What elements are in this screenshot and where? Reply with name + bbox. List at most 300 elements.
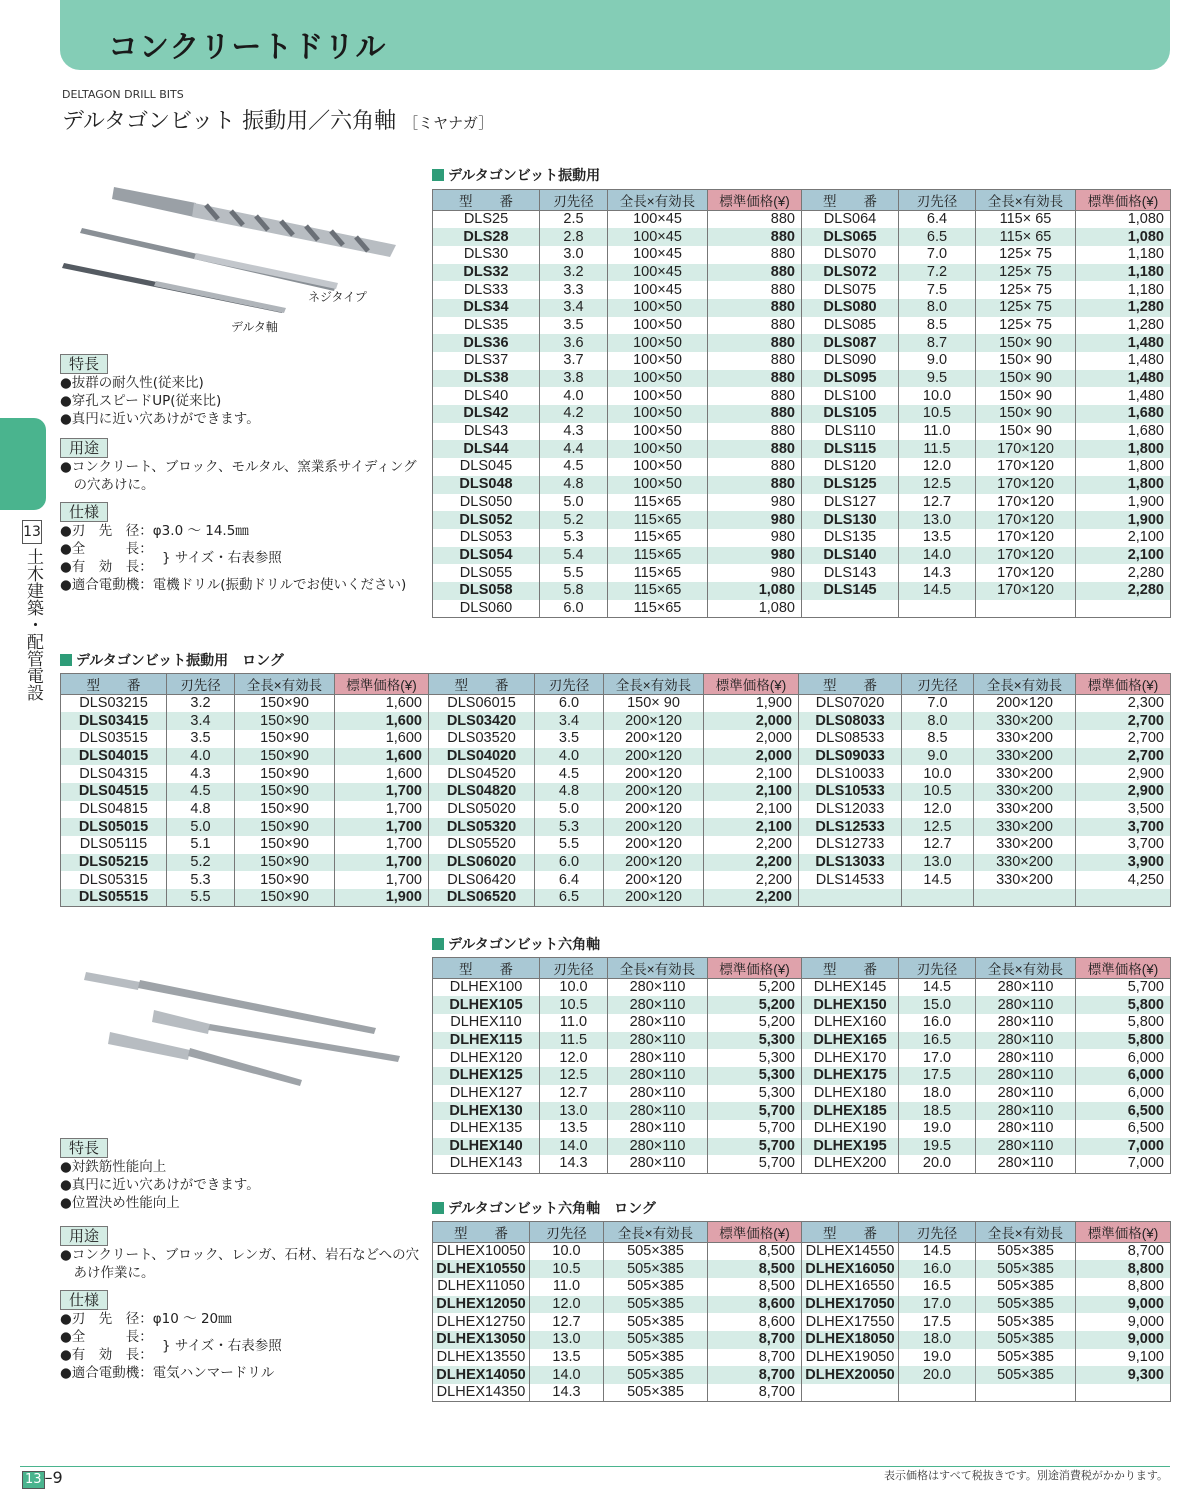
model-cell: DLHEX17050 xyxy=(802,1296,899,1314)
price-cell: 1,700 xyxy=(335,801,429,819)
price-cell: 880 xyxy=(708,405,802,423)
tip-diameter-cell: 4.5 xyxy=(540,458,608,476)
model-cell: DLS045 xyxy=(433,458,540,476)
feature-item: ●真円に近い穴あけができます。 xyxy=(60,411,260,427)
tip-diameter-cell: 13.0 xyxy=(899,511,976,529)
length-cell: 280×110 xyxy=(976,1032,1076,1050)
table-row xyxy=(433,1313,1171,1331)
price-cell: 880 xyxy=(708,264,802,282)
tip-diameter-cell: 15.0 xyxy=(899,996,976,1014)
price-cell: 5,700 xyxy=(708,1138,802,1156)
length-cell: 280×110 xyxy=(608,1085,708,1103)
length-cell: 170×120 xyxy=(976,494,1076,512)
model-cell: DLHEX14550 xyxy=(802,1243,899,1261)
section-marker-icon xyxy=(432,1202,444,1214)
tip-diameter-cell: 12.7 xyxy=(902,836,974,854)
tip-diameter-cell: 3.5 xyxy=(540,317,608,335)
length-cell: 100×50 xyxy=(608,476,708,494)
price-cell: 880 xyxy=(708,317,802,335)
table-row xyxy=(433,1138,1171,1156)
length-cell: 200×120 xyxy=(604,730,704,748)
length-cell: 200×120 xyxy=(604,889,704,907)
length-cell: 115×65 xyxy=(608,494,708,512)
length-cell: 280×110 xyxy=(976,1155,1076,1173)
tip-diameter-cell: 8.7 xyxy=(899,334,976,352)
features-heading: 特長 xyxy=(60,1138,108,1158)
table-row xyxy=(433,529,1171,547)
section-title-hex-long: デルタゴンビット六角軸 ロング xyxy=(432,1198,656,1218)
price-cell: 2,000 xyxy=(704,748,799,766)
model-cell: DLS05020 xyxy=(429,801,535,819)
length-cell: 505×385 xyxy=(976,1296,1076,1314)
length-cell: 115×65 xyxy=(608,564,708,582)
model-cell: DLS05520 xyxy=(429,836,535,854)
tip-diameter-cell: 5.2 xyxy=(540,511,608,529)
tip-diameter-cell: 5.3 xyxy=(540,529,608,547)
length-cell: 505×385 xyxy=(604,1243,708,1261)
price-cell: 2,200 xyxy=(704,854,799,872)
tip-diameter-cell: 4.8 xyxy=(167,801,235,819)
tip-diameter-cell xyxy=(902,889,974,907)
length-cell: 150×90 xyxy=(235,889,335,907)
model-cell: DLS085 xyxy=(802,317,899,335)
length-cell: 280×110 xyxy=(976,1120,1076,1138)
price-cell: 1,700 xyxy=(335,836,429,854)
tip-diameter-cell: 8.0 xyxy=(902,712,974,730)
length-cell xyxy=(976,600,1076,618)
price-cell: 3,900 xyxy=(1076,854,1171,872)
price-cell: 880 xyxy=(708,387,802,405)
length-cell: 150×90 xyxy=(235,748,335,766)
length-cell: 115×65 xyxy=(608,529,708,547)
tip-diameter-cell: 5.0 xyxy=(535,801,604,819)
spec-total-length: ●全 長： xyxy=(60,541,153,557)
price-cell: 9,300 xyxy=(1076,1366,1171,1384)
spec-compatible-tool: ●適合電動機：電気ハンマードリル xyxy=(60,1365,275,1381)
table-row xyxy=(61,889,1171,907)
table-row xyxy=(433,564,1171,582)
tip-diameter-cell: 12.0 xyxy=(899,458,976,476)
label-delta-shank: デルタ軸 xyxy=(231,320,278,334)
length-cell: 100×50 xyxy=(608,458,708,476)
price-cell: 1,700 xyxy=(335,818,429,836)
tip-diameter-cell: 5.1 xyxy=(167,836,235,854)
table-row xyxy=(433,281,1171,299)
tip-diameter-cell: 7.2 xyxy=(899,264,976,282)
price-cell: 5,700 xyxy=(708,1155,802,1173)
length-cell: 200×120 xyxy=(974,695,1076,713)
price-cell: 2,280 xyxy=(1076,582,1171,600)
length-cell: 170×120 xyxy=(976,458,1076,476)
use-item: ●コンクリート、ブロック、レンガ、石材、岩石などへの穴 xyxy=(60,1247,420,1263)
tip-diameter-cell: 3.7 xyxy=(540,352,608,370)
price-cell: 2,700 xyxy=(1076,748,1171,766)
price-cell: 2,000 xyxy=(704,712,799,730)
length-cell: 200×120 xyxy=(604,854,704,872)
model-cell: DLHEX185 xyxy=(802,1102,899,1120)
model-cell: DLS100 xyxy=(802,387,899,405)
price-cell: 1,900 xyxy=(1076,511,1171,529)
table-row xyxy=(433,1296,1171,1314)
price-cell: 880 xyxy=(708,211,802,229)
model-cell: DLS075 xyxy=(802,281,899,299)
length-cell: 505×385 xyxy=(976,1313,1076,1331)
tip-diameter-cell: 5.5 xyxy=(540,564,608,582)
model-cell: DLS120 xyxy=(802,458,899,476)
model-cell: DLHEX10050 xyxy=(433,1243,530,1261)
tip-diameter-cell: 6.0 xyxy=(535,695,604,713)
price-cell: 880 xyxy=(708,370,802,388)
price-cell: 1,700 xyxy=(335,854,429,872)
price-cell: 1,800 xyxy=(1076,476,1171,494)
length-cell: 115×65 xyxy=(608,600,708,618)
length-cell: 330×200 xyxy=(974,748,1076,766)
table-row xyxy=(433,246,1171,264)
model-cell: DLS08533 xyxy=(799,730,902,748)
spec-compatible-tool: ●適合電動機：電機ドリル(振動ドリルでお使いください) xyxy=(60,577,407,593)
price-cell: 1,080 xyxy=(1076,228,1171,246)
tip-diameter-cell: 11.0 xyxy=(899,423,976,441)
tip-diameter-cell: 14.5 xyxy=(902,871,974,889)
section-title-vibration-long: デルタゴンビット振動用 ロング xyxy=(60,650,284,670)
length-cell: 330×200 xyxy=(974,801,1076,819)
model-cell: DLHEX175 xyxy=(802,1067,899,1085)
length-cell: 150× 90 xyxy=(976,405,1076,423)
length-cell: 280×110 xyxy=(976,1085,1076,1103)
length-cell: 505×385 xyxy=(976,1260,1076,1278)
table-row xyxy=(433,476,1171,494)
model-cell: DLS06015 xyxy=(429,695,535,713)
section-title-hex: デルタゴンビット六角軸 xyxy=(432,934,600,954)
model-cell: DLHEX150 xyxy=(802,996,899,1014)
model-cell: DLHEX14350 xyxy=(433,1384,530,1402)
tip-diameter-cell: 19.5 xyxy=(899,1138,976,1156)
tip-diameter-cell: 3.5 xyxy=(167,730,235,748)
model-cell: DLHEX16550 xyxy=(802,1278,899,1296)
table-row xyxy=(61,801,1171,819)
length-cell: 505×385 xyxy=(604,1384,708,1402)
length-cell: 505×385 xyxy=(976,1243,1076,1261)
model-cell: DLS090 xyxy=(802,352,899,370)
price-cell: 2,100 xyxy=(704,818,799,836)
length-cell: 280×110 xyxy=(976,1067,1076,1085)
length-cell: 505×385 xyxy=(604,1296,708,1314)
length-cell: 170×120 xyxy=(976,582,1076,600)
table-row xyxy=(61,712,1171,730)
price-cell: 6,500 xyxy=(1076,1102,1171,1120)
model-cell: DLS072 xyxy=(802,264,899,282)
table-row xyxy=(433,1366,1171,1384)
price-cell: 1,600 xyxy=(335,712,429,730)
tip-diameter-cell: 7.0 xyxy=(899,246,976,264)
tip-diameter-cell: 5.5 xyxy=(535,836,604,854)
feature-item: ●真円に近い穴あけができます。 xyxy=(60,1177,260,1193)
model-cell: DLHEX11050 xyxy=(433,1278,530,1296)
model-cell: DLS052 xyxy=(433,511,540,529)
feature-item: ●位置決め性能向上 xyxy=(60,1195,180,1211)
price-cell: 2,900 xyxy=(1076,765,1171,783)
tip-diameter-cell: 3.8 xyxy=(540,370,608,388)
tip-diameter-cell: 4.0 xyxy=(535,748,604,766)
tip-diameter-cell: 14.0 xyxy=(540,1138,608,1156)
model-cell: DLHEX190 xyxy=(802,1120,899,1138)
table-row xyxy=(433,1155,1171,1173)
price-cell: 1,800 xyxy=(1076,440,1171,458)
model-cell: DLHEX100 xyxy=(433,979,540,997)
price-cell: 1,700 xyxy=(335,783,429,801)
price-cell: 5,700 xyxy=(708,1102,802,1120)
tip-diameter-cell: 6.4 xyxy=(535,871,604,889)
length-cell: 280×110 xyxy=(976,979,1076,997)
model-cell: DLS080 xyxy=(802,299,899,317)
model-cell: DLHEX160 xyxy=(802,1014,899,1032)
tip-diameter-cell: 4.3 xyxy=(167,765,235,783)
table-row xyxy=(433,1349,1171,1367)
length-cell: 200×120 xyxy=(604,748,704,766)
price-cell: 2,100 xyxy=(704,801,799,819)
price-cell: 2,100 xyxy=(704,783,799,801)
length-cell xyxy=(974,889,1076,907)
length-cell: 100×50 xyxy=(608,334,708,352)
table-row xyxy=(433,1085,1171,1103)
drill-bit-image-vibration xyxy=(56,175,406,340)
table-row xyxy=(433,228,1171,246)
model-cell: DLS105 xyxy=(802,405,899,423)
tip-diameter-cell: 10.5 xyxy=(530,1260,604,1278)
price-cell: 1,480 xyxy=(1076,387,1171,405)
length-cell: 115× 65 xyxy=(976,228,1076,246)
maker-name: ［ミヤナガ］ xyxy=(403,114,494,132)
tip-diameter-cell: 13.5 xyxy=(540,1120,608,1138)
price-cell: 2,100 xyxy=(1076,547,1171,565)
tip-diameter-cell: 10.5 xyxy=(902,783,974,801)
price-cell: 880 xyxy=(708,352,802,370)
price-cell: 9,000 xyxy=(1076,1296,1171,1314)
table-row xyxy=(433,1260,1171,1278)
length-cell: 150×90 xyxy=(235,871,335,889)
model-cell: DLHEX20050 xyxy=(802,1366,899,1384)
tip-diameter-cell: 17.0 xyxy=(899,1049,976,1067)
price-cell: 8,800 xyxy=(1076,1278,1171,1296)
table-row xyxy=(433,423,1171,441)
length-cell: 280×110 xyxy=(976,996,1076,1014)
model-cell: DLS06420 xyxy=(429,871,535,889)
price-cell: 8,700 xyxy=(708,1384,802,1402)
tip-diameter-cell: 12.5 xyxy=(902,818,974,836)
tip-diameter-cell: 17.5 xyxy=(899,1313,976,1331)
tip-diameter-cell: 5.5 xyxy=(167,889,235,907)
table-row xyxy=(61,730,1171,748)
model-cell: DLS07020 xyxy=(799,695,902,713)
tip-diameter-cell: 8.0 xyxy=(899,299,976,317)
table-row xyxy=(61,783,1171,801)
length-cell: 150× 90 xyxy=(604,695,704,713)
model-cell: DLS070 xyxy=(802,246,899,264)
length-cell: 170×120 xyxy=(976,547,1076,565)
price-cell: 5,300 xyxy=(708,1067,802,1085)
tip-diameter-cell: 4.0 xyxy=(540,387,608,405)
chapter-label: 土木建築・配管電設 xyxy=(23,548,43,701)
price-cell: 6,000 xyxy=(1076,1049,1171,1067)
model-cell: DLHEX130 xyxy=(433,1102,540,1120)
price-cell: 2,900 xyxy=(1076,783,1171,801)
length-cell: 505×385 xyxy=(604,1349,708,1367)
length-cell: 150× 90 xyxy=(976,370,1076,388)
spec-heading: 仕様 xyxy=(60,1290,108,1310)
model-cell: DLS04515 xyxy=(61,783,167,801)
length-cell: 330×200 xyxy=(974,765,1076,783)
model-cell: DLS04315 xyxy=(61,765,167,783)
table-row xyxy=(433,511,1171,529)
length-cell: 100×45 xyxy=(608,228,708,246)
length-cell: 150×90 xyxy=(235,765,335,783)
model-cell: DLS125 xyxy=(802,476,899,494)
table-row xyxy=(433,996,1171,1014)
price-cell: 7,000 xyxy=(1076,1155,1171,1173)
length-cell: 505×385 xyxy=(976,1278,1076,1296)
price-cell: 880 xyxy=(708,246,802,264)
tip-diameter-cell: 3.3 xyxy=(540,281,608,299)
table-row xyxy=(433,1049,1171,1067)
table-header-row: 型 番 刃先径 全長×有効長 標準価格(¥) 型 番 刃先径 全長×有効長 標準価格(¥) xyxy=(433,958,1171,979)
price-cell: 8,500 xyxy=(708,1243,802,1261)
table-row xyxy=(433,1384,1171,1402)
model-cell: DLS05315 xyxy=(61,871,167,889)
price-cell xyxy=(1076,1384,1171,1402)
table-header-row: 型 番 刃先径 全長×有効長 標準価格(¥) 型 番 刃先径 全長×有効長 標準価格(¥) 型 番 刃先径 全長×有効長 標準価格(¥) xyxy=(61,674,1171,695)
table-row xyxy=(433,582,1171,600)
tip-diameter-cell: 3.4 xyxy=(535,712,604,730)
price-cell: 3,700 xyxy=(1076,818,1171,836)
price-cell: 1,800 xyxy=(1076,458,1171,476)
tip-diameter-cell: 5.0 xyxy=(540,494,608,512)
price-cell: 5,200 xyxy=(708,979,802,997)
length-cell: 505×385 xyxy=(604,1260,708,1278)
tip-diameter-cell: 6.5 xyxy=(535,889,604,907)
price-cell: 2,200 xyxy=(704,889,799,907)
model-cell: DLS058 xyxy=(433,582,540,600)
tip-diameter-cell: 16.0 xyxy=(899,1014,976,1032)
info-block-hex xyxy=(60,1138,420,1382)
length-cell: 330×200 xyxy=(974,871,1076,889)
model-cell: DLHEX14050 xyxy=(433,1366,530,1384)
tip-diameter-cell: 10.0 xyxy=(902,765,974,783)
tip-diameter-cell: 12.7 xyxy=(899,494,976,512)
price-cell: 1,080 xyxy=(708,600,802,618)
table-row xyxy=(433,600,1171,618)
price-cell: 5,300 xyxy=(708,1085,802,1103)
tip-diameter-cell: 13.0 xyxy=(540,1102,608,1120)
length-cell: 280×110 xyxy=(976,1102,1076,1120)
price-cell: 880 xyxy=(708,281,802,299)
length-cell: 200×120 xyxy=(604,871,704,889)
model-cell: DLS40 xyxy=(433,387,540,405)
model-cell: DLS08033 xyxy=(799,712,902,730)
tip-diameter-cell: 17.0 xyxy=(899,1296,976,1314)
use-item: ●コンクリート、ブロック、モルタル、窯業系サイディング xyxy=(60,459,417,475)
length-cell: 150×90 xyxy=(235,854,335,872)
spec-effective-length: ●有 効 長： xyxy=(60,1347,153,1363)
model-cell: DLS09033 xyxy=(799,748,902,766)
tip-diameter-cell: 3.4 xyxy=(167,712,235,730)
tip-diameter-cell: 11.0 xyxy=(530,1278,604,1296)
table-row xyxy=(433,458,1171,476)
tip-diameter-cell: 2.5 xyxy=(540,211,608,229)
table-row xyxy=(433,370,1171,388)
model-cell: DLS04815 xyxy=(61,801,167,819)
price-cell: 9,000 xyxy=(1076,1331,1171,1349)
tip-diameter-cell: 12.0 xyxy=(530,1296,604,1314)
model-cell: DLS087 xyxy=(802,334,899,352)
spec-tip-diameter: ●刃 先 径：φ10 ～ 20㎜ xyxy=(60,1311,232,1327)
model-cell: DLS05215 xyxy=(61,854,167,872)
model-cell: DLHEX170 xyxy=(802,1049,899,1067)
length-cell: 115×65 xyxy=(608,511,708,529)
hex-drill-bit-long xyxy=(84,972,376,1034)
model-cell: DLS127 xyxy=(802,494,899,512)
length-cell: 125× 75 xyxy=(976,299,1076,317)
length-cell: 125× 75 xyxy=(976,246,1076,264)
table-row xyxy=(433,1243,1171,1261)
table-vibration xyxy=(432,189,1171,618)
price-cell xyxy=(1076,600,1171,618)
model-cell: DLS43 xyxy=(433,423,540,441)
length-cell: 150×90 xyxy=(235,730,335,748)
length-cell: 280×110 xyxy=(608,1032,708,1050)
price-cell: 1,680 xyxy=(1076,423,1171,441)
length-cell: 330×200 xyxy=(974,730,1076,748)
length-cell: 100×45 xyxy=(608,211,708,229)
tip-diameter-cell: 4.8 xyxy=(540,476,608,494)
price-cell: 880 xyxy=(708,334,802,352)
model-cell: DLS10533 xyxy=(799,783,902,801)
tip-diameter-cell xyxy=(899,600,976,618)
model-cell: DLS13033 xyxy=(799,854,902,872)
length-cell: 150× 90 xyxy=(976,387,1076,405)
model-cell: DLHEX127 xyxy=(433,1085,540,1103)
tip-diameter-cell: 10.0 xyxy=(540,979,608,997)
model-cell: DLHEX18050 xyxy=(802,1331,899,1349)
price-cell: 1,600 xyxy=(335,748,429,766)
length-cell: 150× 90 xyxy=(976,423,1076,441)
model-cell xyxy=(802,600,899,618)
table-row xyxy=(433,211,1171,229)
length-cell: 150×90 xyxy=(235,695,335,713)
model-cell: DLS053 xyxy=(433,529,540,547)
spec-total-length: ●全 長： xyxy=(60,1329,153,1345)
spec-size-note: } サイズ・右表参照 xyxy=(162,1338,282,1354)
use-item: の穴あけに。 xyxy=(60,477,155,493)
price-cell: 1,280 xyxy=(1076,299,1171,317)
length-cell: 100×50 xyxy=(608,440,708,458)
tip-diameter-cell: 6.0 xyxy=(540,600,608,618)
length-cell: 170×120 xyxy=(976,511,1076,529)
length-cell: 330×200 xyxy=(974,836,1076,854)
table-row xyxy=(61,765,1171,783)
features-heading: 特長 xyxy=(60,354,108,374)
tip-diameter-cell: 13.0 xyxy=(902,854,974,872)
spec-tip-diameter: ●刃 先 径：φ3.0 ～ 14.5㎜ xyxy=(60,523,249,539)
price-cell: 5,800 xyxy=(1076,1032,1171,1050)
model-cell: DLHEX16050 xyxy=(802,1260,899,1278)
price-cell: 2,100 xyxy=(1076,529,1171,547)
length-cell: 170×120 xyxy=(976,440,1076,458)
model-cell: DLS135 xyxy=(802,529,899,547)
price-cell: 1,180 xyxy=(1076,264,1171,282)
spec-length-group xyxy=(60,540,420,576)
model-cell: DLS04520 xyxy=(429,765,535,783)
price-cell: 4,250 xyxy=(1076,871,1171,889)
